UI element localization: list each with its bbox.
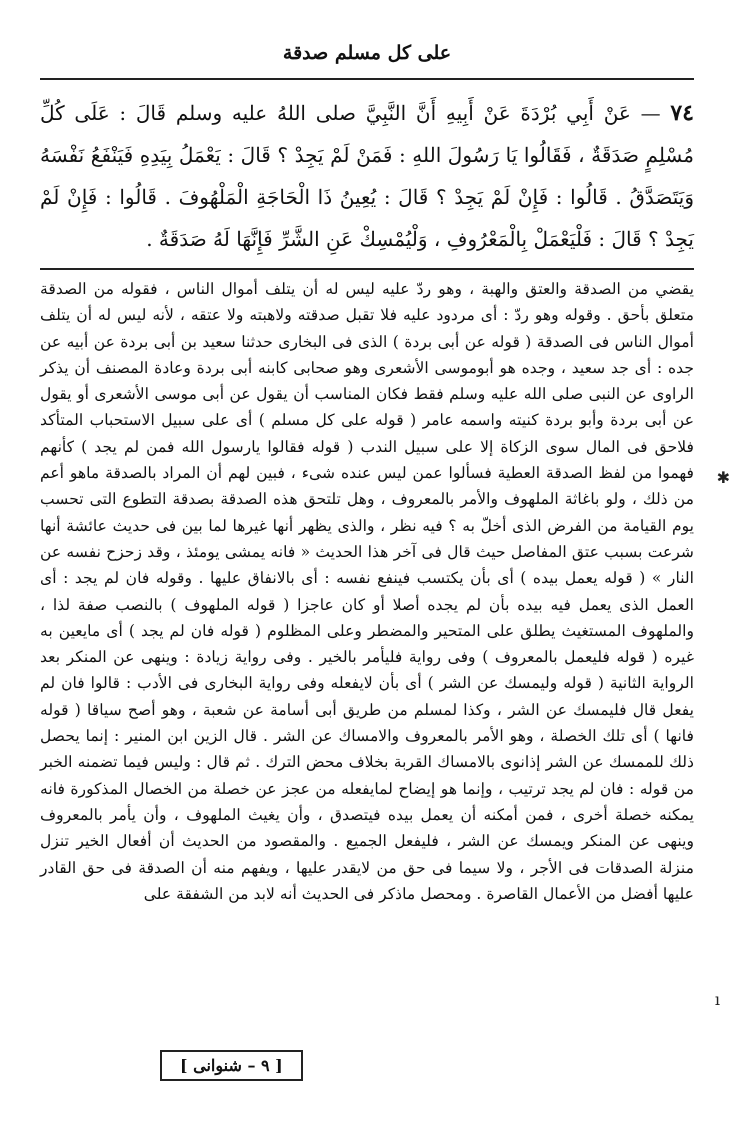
hadith-number: ٧٤ [670, 100, 694, 126]
margin-star-icon: ✱ [716, 468, 730, 487]
section-divider [40, 268, 694, 270]
margin-tick-icon: ı [714, 990, 720, 1009]
page-title: على كل مسلم صدقة [282, 42, 452, 64]
hadith-text: — عَنْ أَبِي بُرْدَةَ عَنْ أَبِيهِ أَنَّ النَّبِيَّ صلى اللهُ عليه وسلم قَالَ : عَلَى كُلِّ مُسْلِمٍ صَدَقَةٌ ، فَقَالُوا يَا رَسُولَ اللهِ : فَمَنْ لَمْ يَجِدْ ؟ قَالَ : يَعْمَلُ بِيَدِهِ فَيَنْفَعُ نَفْسَهُ وَيَتَصَدَّقُ . قَالُوا : فَإِنْ لَمْ يَجِدْ ؟ قَالَ : يُعِينُ ذَا الْحَاجَةِ الْمَلْهُوفَ . قَالُوا : فَإِنْ لَمْ يَجِدْ ؟ قَالَ : فَلْيَعْمَلْ بِالْمَعْرُوفِ ، وَلْيُمْسِكْ عَنِ الشَّرِّ فَإِنَّهَا لَهُ صَدَقَةٌ . [40, 101, 694, 251]
signature-footer: [ ٩ – شنوانى ] [160, 1050, 303, 1081]
hadith-text-block [40, 92, 694, 260]
commentary-text: يقضي من الصدقة والعتق والهبة ، وهو ردّ عليه ليس له أن يتلف أموال الناس ، فقوله من الصدقة متعلق بأحق . وقوله وهو ردّ : أى مردود عليه فلا تقبل صدقته ولاهبته ولا عتقه ، لأنه ليس له أن يتلف أموال الناس فى الصدقة ( قوله عن أبى بردة ) الذى فى البخارى حدثنا سعيد بن أبى بردة عن أبيه عن جده : أى جد سعيد ، وجده هو أبوموسى الأشعرى وهو صحابى كابنه أبى بردة وعادة المصنف أن يذكر الراوى عن النبى صلى الله عليه وسلم فقط فكان المناسب أن يقول عن أبى موسى الأشعرى أو يقول عن أبى بردة وأبو بردة كنيته واسمه عامر ( قوله على كل مسلم ) أى على سبيل الاستحباب المتأكد فلاحق فى المال سوى الزكاة إلا على سبيل الندب ( قوله فقالوا يارسول الله فمن لم يجد ) كأنهم فهموا من لفظ الصدقة العطية فسألوا عمن ليس عنده شىء ، فبين لهم أن المراد بالصدقة ماهو أعم من ذلك ، ولو باغاثة الملهوف والأمر بالمعروف ، وهل تلتحق هذه الصدقة بصدقة التطوع التى تحسب يوم القيامة من الفرض الذى أخلّ به ؟ فيه نظر ، والذى يظهر أنها غيرها لما بين فى حديث عائشة أنها شرعت بسبب عتق المفاصل حيث قال فى آخر هذا الحديث « فانه يمشى يومئذ ، وقد زحزح نفسه عن النار » ( قوله يعمل بيده ) أى بأن يكتسب فينفع نفسه : أى بالانفاق عليها . وقوله فان لم يجد : أى العمل الذى يعمل فيه بيده بأن لم يجده أصلا أو كان عاجزا ( قوله الملهوف ) بالنصب صفة لذا ، والملهوف المستغيث يطلق على المتحير والمضطر وعلى المظلوم ( قوله فان لم يجد ) أى مايعين به غيره ( قوله فليعمل بالمعروف ) وفى رواية فليأمر بالخير . وفى رواية زيادة : وينهى عن المنكر بعد الرواية الثانية ( قوله وليمسك عن الشر ) أى بأن لايفعله وفى رواية البخارى فى الأدب : قالوا فان لم يفعل قال فليمسك عن الشر ، وكذا لمسلم من طريق أبى أسامة عن شعبة ، وهو أصح سياقا ( قوله فانها ) أى تلك الخصلة ، وهو الأمر بالمعروف والامساك عن الشر . قال الزين ابن المنير : إنما يحصل ذلك للممسك عن الشر إذانوى بالامساك القربة بخلاف محض الترك . ثم قال : وليس فيما تضمنه الخبر من قوله : فان لم يجد ترتيب ، وإنما هو إيضاح لمايفعله من عجز عن خصلة من الخصال المذكورة فانه يمكنه خصلة أخرى ، فمن أمكنه أن يعمل بيده فيتصدق ، وأن يغيث الملهوف ، وأن يأمر بالمعروف وينهى عن المنكر ويمسك عن الشر ، فليفعل الجميع . والمقصود من الحديث أن أفعال الخير تنزل منزلة الصدقات فى الأجر ، ولا سيما فى حق من لايقدر عليها ، ويفهم منه أن الصدقة فى حق القادر عليها أفضل من الأعمال القاصرة . ومحصل ماذكر فى الحديث أنه لابد من الشفقة على [40, 280, 694, 903]
top-divider [40, 78, 694, 80]
